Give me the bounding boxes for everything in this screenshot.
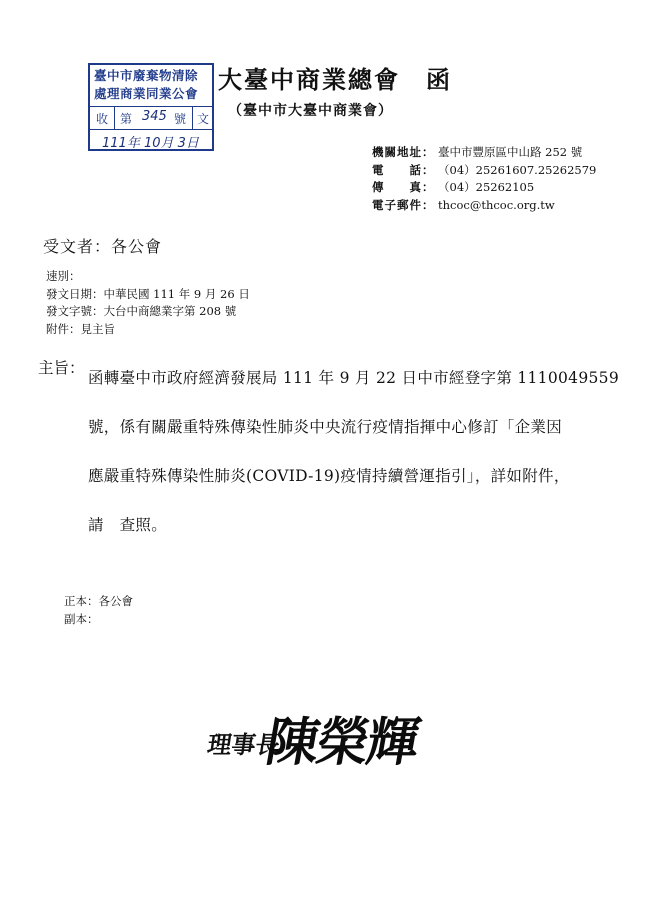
stamp-receipt-suffix: 號 bbox=[174, 112, 187, 126]
subject-line: 請 查照。 bbox=[88, 516, 168, 534]
meta-number: 發文字號：大台中商總業字第 208 號 bbox=[46, 304, 237, 318]
document-title: 大臺中商業總會 函 bbox=[218, 66, 452, 94]
copies-cc: 副本： bbox=[64, 612, 99, 626]
signature-name: 陳榮輝 bbox=[261, 713, 423, 773]
recipient: 受文者：各公會 bbox=[43, 237, 163, 256]
document-meta bbox=[46, 268, 250, 338]
stamp-org-line2: 處理商業同業公會 bbox=[94, 86, 199, 101]
contact-email: 電子郵件： thcoc@thcoc.org.tw bbox=[372, 197, 555, 212]
meta-speed: 速別： bbox=[46, 269, 81, 283]
contact-address: 機關地址： 臺中市豐原區中山路 252 號 bbox=[372, 145, 583, 159]
copies-block bbox=[64, 592, 133, 628]
stamp-receipt-prefix: 收 bbox=[96, 112, 109, 126]
subject-line: 函轉臺中市政府經濟發展局 111 年 9 月 22 日中市經登字第 1110049559 bbox=[88, 369, 619, 387]
stamp-date: 111年 10月 3日 bbox=[102, 136, 199, 151]
stamp-receipt-row bbox=[90, 106, 212, 130]
contact-fax: 傳 真： （04）25262105 bbox=[372, 180, 535, 194]
meta-attachment: 附件：見主旨 bbox=[46, 321, 115, 336]
subject-label: 主旨： bbox=[38, 359, 85, 377]
contact-phone: 電 話： （04）25261607.25262579 bbox=[372, 162, 597, 177]
signature-title: 理事長 bbox=[205, 731, 282, 759]
subject-body bbox=[88, 354, 633, 550]
copies-main: 正本：各公會 bbox=[64, 594, 133, 608]
contact-block bbox=[372, 144, 596, 214]
subject-line: 號，係有關嚴重特殊傳染性肺炎中央流行疫情指揮中心修訂「企業因 bbox=[88, 418, 563, 436]
subject-line: 應嚴重特殊傳染性肺炎(COVID-19)疫情持續營運指引」，詳如附件， bbox=[88, 467, 570, 485]
stamp-receipt-label: 第 bbox=[120, 112, 133, 126]
stamp-org-line1: 臺中市廢棄物清除 bbox=[94, 68, 199, 83]
document-subtitle: （臺中市大臺中商業會） bbox=[228, 103, 393, 119]
stamp-organization bbox=[94, 67, 198, 103]
received-stamp bbox=[88, 63, 214, 151]
stamp-receipt-end: 文 bbox=[197, 112, 210, 126]
meta-date: 發文日期：中華民國 111 年 9 月 26 日 bbox=[46, 286, 250, 301]
stamp-receipt-number: 345 bbox=[142, 109, 167, 124]
